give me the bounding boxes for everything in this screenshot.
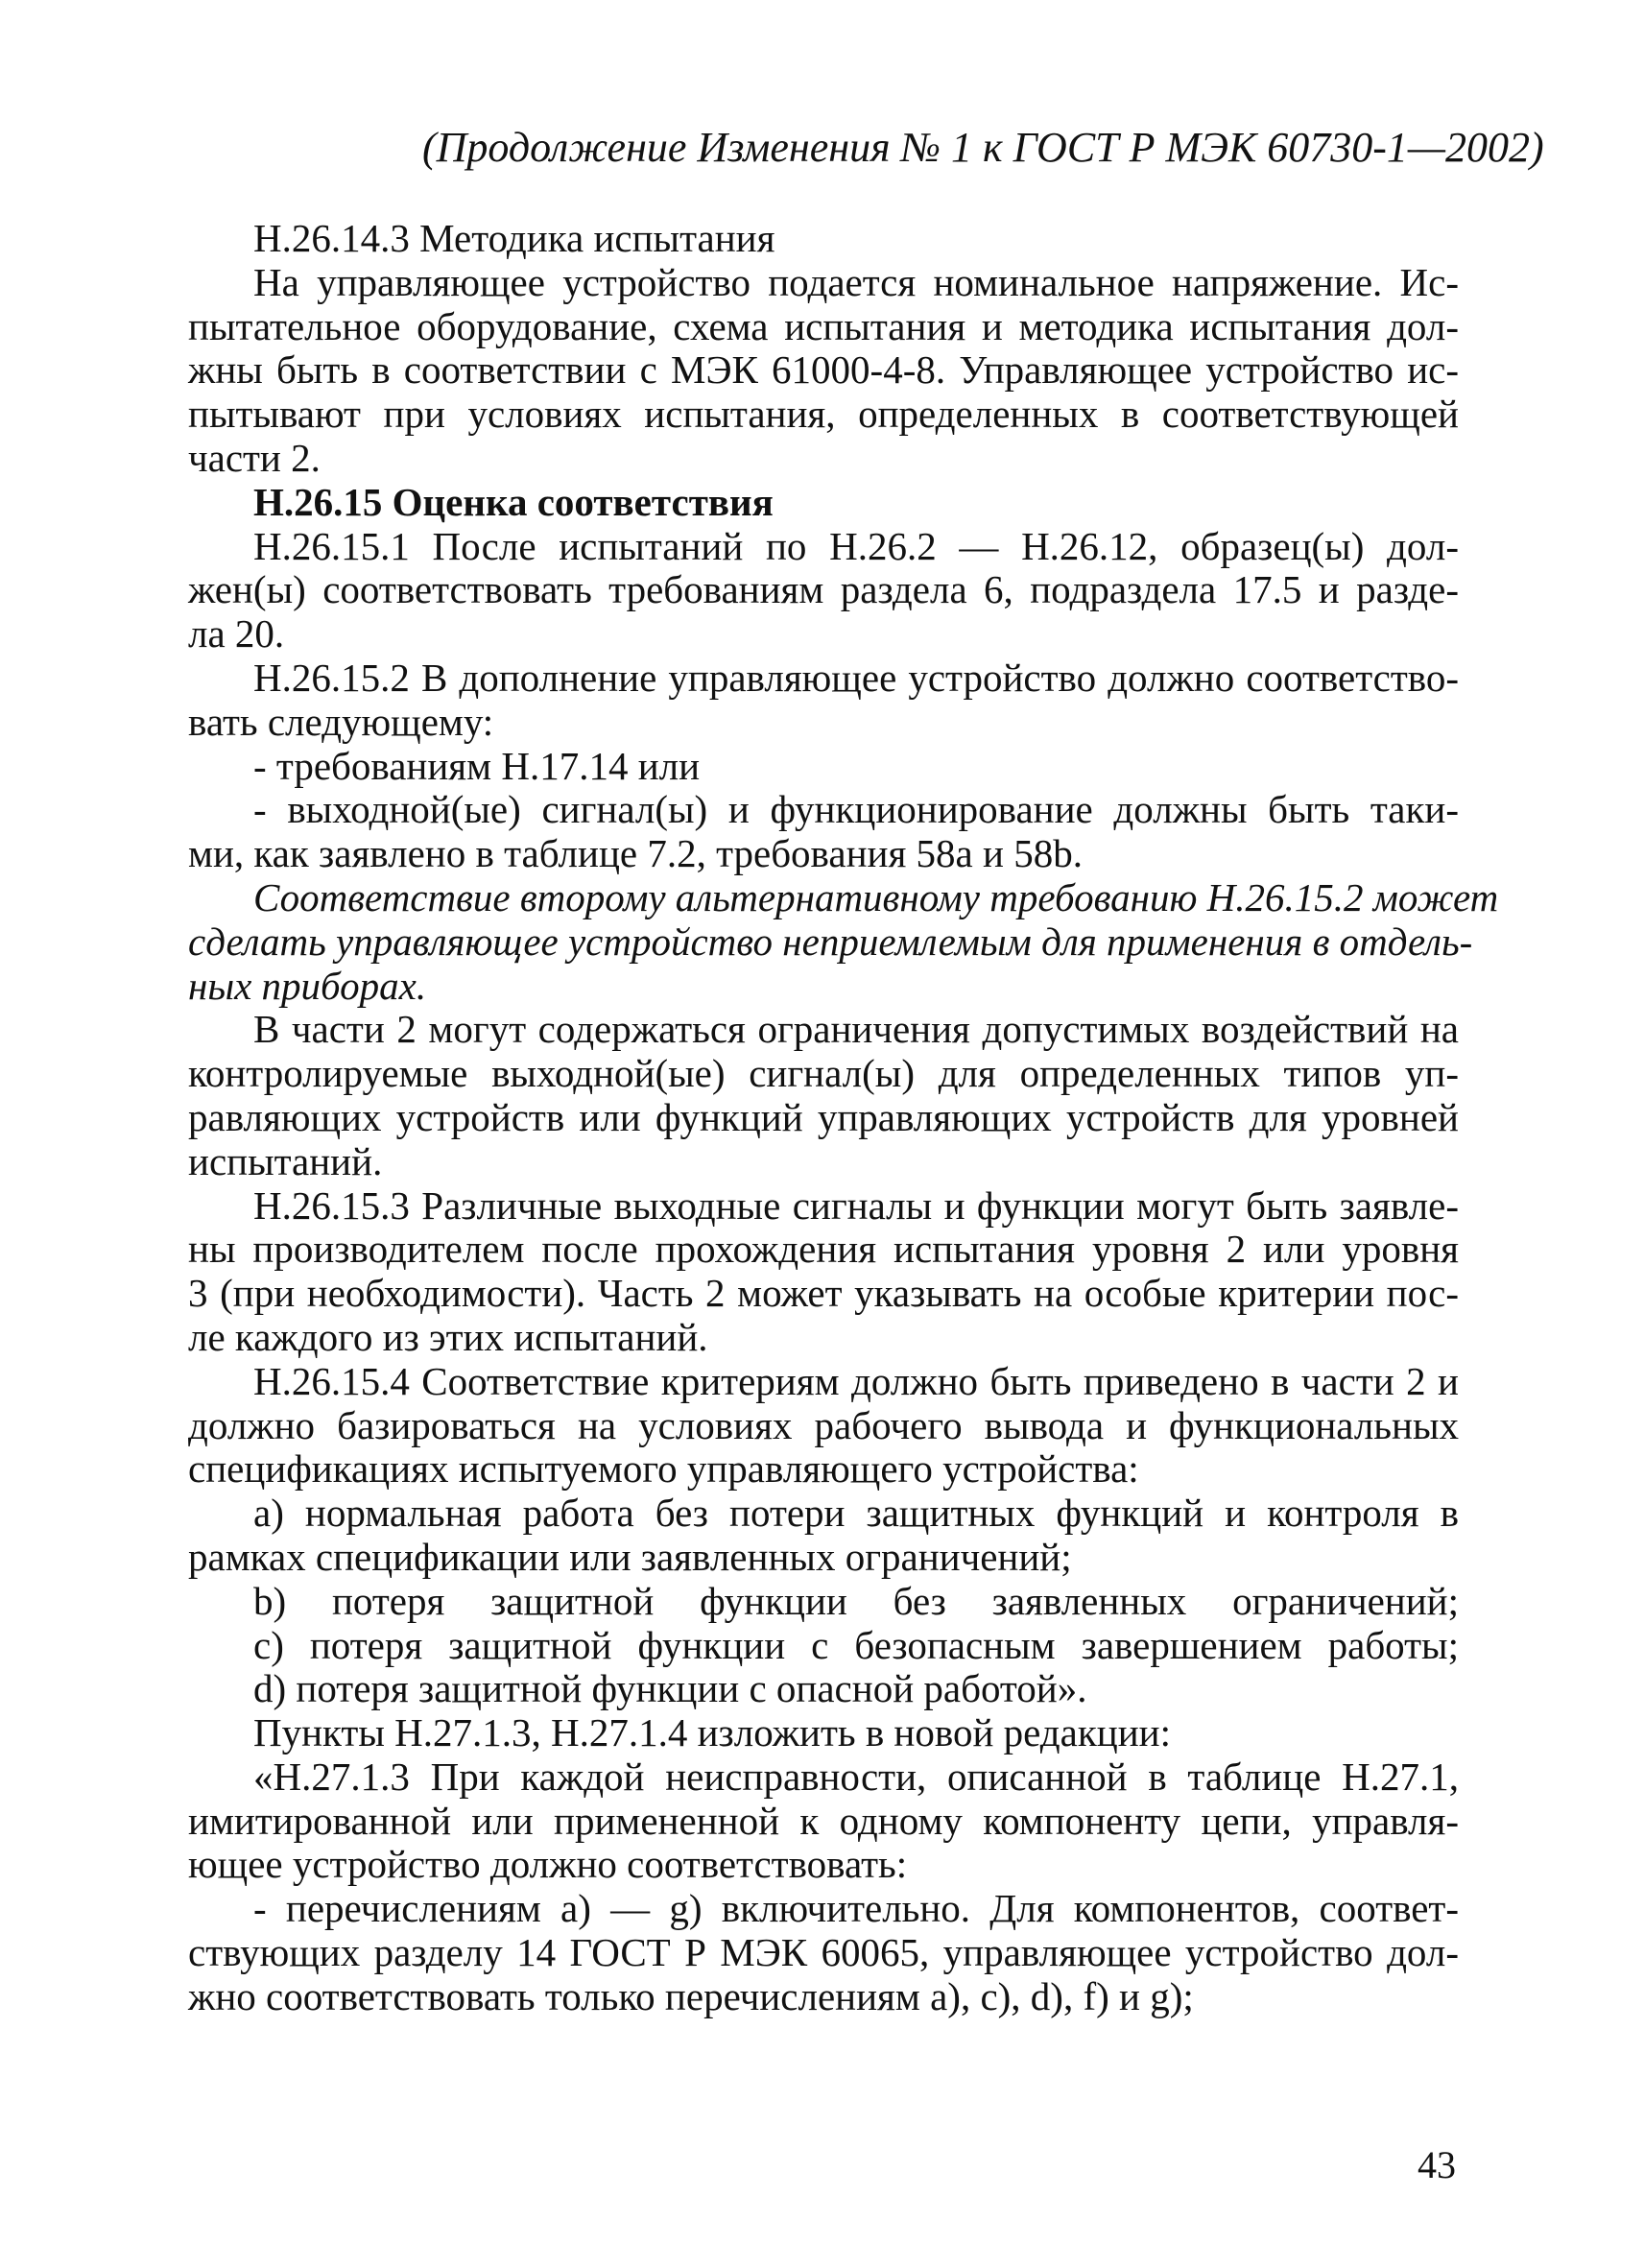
text-line: должно базироваться на условиях рабочего вывода и функциональных bbox=[188, 1402, 1459, 1447]
text-line: испытаний. bbox=[188, 1138, 383, 1183]
text-line: а) нормальная работа без потери защитных функций и контроля в bbox=[253, 1491, 1459, 1536]
text-line: жно соответствовать только перечислениям а), с), d), f) и g); bbox=[188, 1973, 1194, 2018]
text-line: Н.26.15.4 Соответствие критериям должно быть приведено в части 2 и bbox=[253, 1358, 1459, 1403]
text-line: Пункты Н.27.1.3, Н.27.1.4 изложить в новой редакции: bbox=[253, 1710, 1171, 1755]
document-body bbox=[188, 216, 1499, 2019]
text-line: - требованиям Н.17.14 или bbox=[253, 743, 701, 788]
text-line: В части 2 могут содержаться ограничения допустимых воздействий на bbox=[253, 1007, 1459, 1052]
text-line: ны производителем после прохождения испытания уровня 2 или уровня bbox=[188, 1227, 1459, 1272]
text-line: рамках спецификации или заявленных ограничений; bbox=[188, 1534, 1072, 1579]
text-line: с) потеря защитной функции с безопасным завершением работы; bbox=[253, 1622, 1459, 1667]
text-line: «Н.27.1.3 При каждой неисправности, описанной в таблице Н.27.1, bbox=[253, 1754, 1459, 1799]
text-line: - перечислениям а) — g) включительно. Для компонентов, соответ- bbox=[253, 1886, 1459, 1931]
text-line: Н.26.14.3 Методика испытания bbox=[253, 216, 775, 260]
text-line: пытывают при условиях испытания, определенных в соответствующей bbox=[188, 392, 1459, 437]
text-line: ющее устройство должно соответствовать: bbox=[188, 1842, 908, 1887]
text-line: Н.26.15 Оценка соответствия bbox=[253, 479, 774, 524]
text-line: ных приборах. bbox=[188, 963, 427, 1008]
text-line: ле каждого из этих испытаний. bbox=[188, 1314, 708, 1359]
text-line: ствующих разделу 14 ГОСТ Р МЭК 60065, управляющее устройство дол- bbox=[188, 1930, 1459, 1975]
text-line: вать следующему: bbox=[188, 699, 494, 744]
text-line: - выходной(ые) сигнал(ы) и функционирование должны быть таки- bbox=[253, 787, 1459, 832]
text-line: ла 20. bbox=[188, 611, 285, 657]
running-header: (Продолжение Изменения № 1 к ГОСТ Р МЭК 60730-1—2002) bbox=[422, 124, 1544, 171]
text-line: d) потеря защитной функции с опасной работой». bbox=[253, 1666, 1087, 1711]
text-line: сделать управляющее устройство неприемлемым для применения в отдель- bbox=[188, 919, 1473, 964]
text-line: Н.26.15.2 В дополнение управляющее устройство должно соответство- bbox=[253, 655, 1459, 700]
page-number: 43 bbox=[1418, 2143, 1456, 2186]
text-line: жен(ы) соответствовать требованиям раздела 6, подраздела 17.5 и разде- bbox=[188, 567, 1459, 612]
text-line: части 2. bbox=[188, 435, 321, 480]
text-line: Соответствие второму альтернативному требованию Н.26.15.2 может bbox=[253, 874, 1499, 919]
text-line: имитированной или примененной к одному компоненту цепи, управля- bbox=[188, 1798, 1459, 1843]
text-line: контролируемые выходной(ые) сигнал(ы) для определенных типов уп- bbox=[188, 1051, 1459, 1096]
text-line: жны быть в соответствии с МЭК 61000-4-8. Управляющее устройство ис- bbox=[188, 347, 1459, 393]
text-line: Н.26.15.3 Различные выходные сигналы и функции могут быть заявле- bbox=[253, 1182, 1459, 1228]
text-line: Н.26.15.1 После испытаний по Н.26.2 — Н.26.12, образец(ы) дол- bbox=[253, 523, 1459, 568]
text-line: ми, как заявлено в таблице 7.2, требования 58а и 58b. bbox=[188, 831, 1083, 876]
text-line: равляющих устройств или функций управляющих устройств для уровней bbox=[188, 1094, 1459, 1139]
text-line: спецификациях испытуемого управляющего устройства: bbox=[188, 1446, 1139, 1492]
text-line: пытательное оборудование, схема испытания и методика испытания дол- bbox=[188, 303, 1459, 348]
text-line: На управляющее устройство подается номинальное напряжение. Ис- bbox=[253, 259, 1459, 304]
text-line: b) потеря защитной функции без заявленных ограничений; bbox=[253, 1578, 1459, 1623]
text-line: 3 (при необходимости). Часть 2 может указывать на особые критерии пос- bbox=[188, 1271, 1459, 1316]
